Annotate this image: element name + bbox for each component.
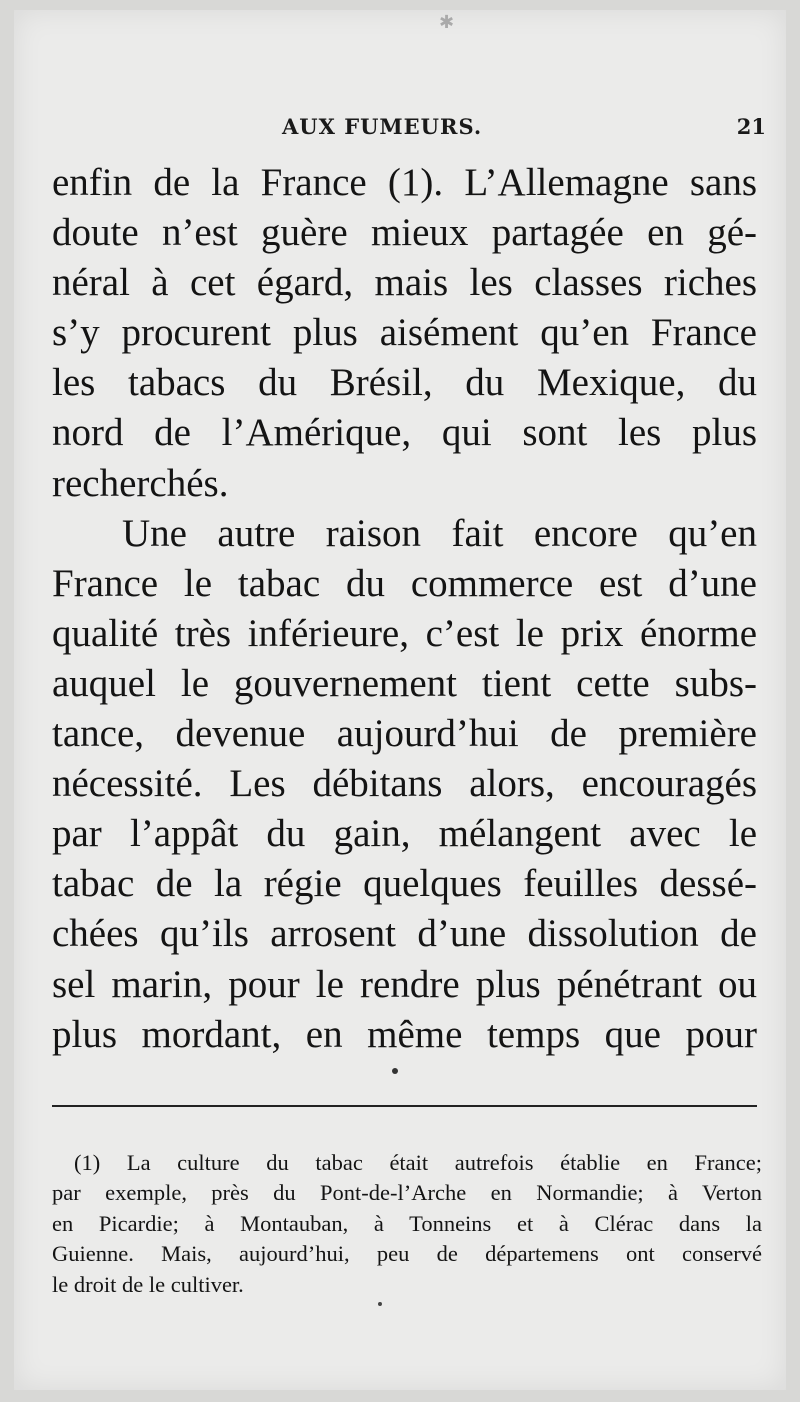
main-text: [52, 158, 757, 1060]
text-line: France le tabac du commerce est d’une: [52, 561, 757, 605]
text-line: qualité très inférieure, c’est le prix énorme: [52, 611, 757, 655]
text-line: néral à cet égard, mais les classes riches: [52, 261, 757, 305]
text-line: doute n’est guère mieux partagée en gé-: [52, 211, 757, 255]
footnote-divider: [52, 1105, 757, 1107]
footnote-line: Guienne. Mais, aujourd’hui, peu de départemens ont conservé: [52, 1241, 762, 1267]
footnote: [52, 1148, 762, 1300]
footnote-line: (1) La culture du tabac était autrefois établie en France;: [74, 1150, 762, 1175]
running-title: AUX FUMEURS.: [282, 114, 483, 139]
text-line: par l’appât du gain, mélangent avec le: [52, 812, 757, 856]
text-line: plus mordant, en même temps que pour: [52, 1012, 757, 1056]
page-header: [14, 114, 786, 144]
text-line: nécessité. Les débitans alors, encouragés: [52, 762, 757, 806]
footnote-line: en Picardie; à Montauban, à Tonneins et à Clérac dans la: [52, 1210, 762, 1236]
text-line: chées qu’ils arrosent d’une dissolution de: [52, 912, 757, 956]
text-line: auquel le gouvernement tient cette subs-: [52, 661, 757, 705]
footnote-line: le droit de le cultiver.: [52, 1271, 244, 1297]
text-line: Une autre raison fait encore qu’en: [122, 511, 757, 555]
text-line: enfin de la France (1). L’Allemagne sans: [52, 161, 757, 204]
text-line: recherchés.: [52, 461, 229, 505]
footnote-line: par exemple, près du Pont-de-l’Arche en Normandie; à Verton: [52, 1180, 762, 1206]
text-line: sel marin, pour le rendre plus pénétrant ou: [52, 962, 757, 1006]
text-line: les tabacs du Brésil, du Mexique, du: [52, 361, 757, 405]
text-line: tance, devenue aujourd’hui de première: [52, 712, 757, 756]
signature-mark: [392, 1068, 398, 1074]
book-page: [14, 10, 786, 1390]
text-line: nord de l’Amérique, qui sont les plus: [52, 411, 757, 455]
bottom-mark: [378, 1302, 382, 1306]
text-line: tabac de la régie quelques feuilles dessé-: [52, 862, 757, 906]
page-number: 21: [736, 114, 766, 139]
text-line: s’y procurent plus aisément qu’en France: [52, 311, 757, 355]
ornament-icon: ✱: [439, 12, 455, 33]
